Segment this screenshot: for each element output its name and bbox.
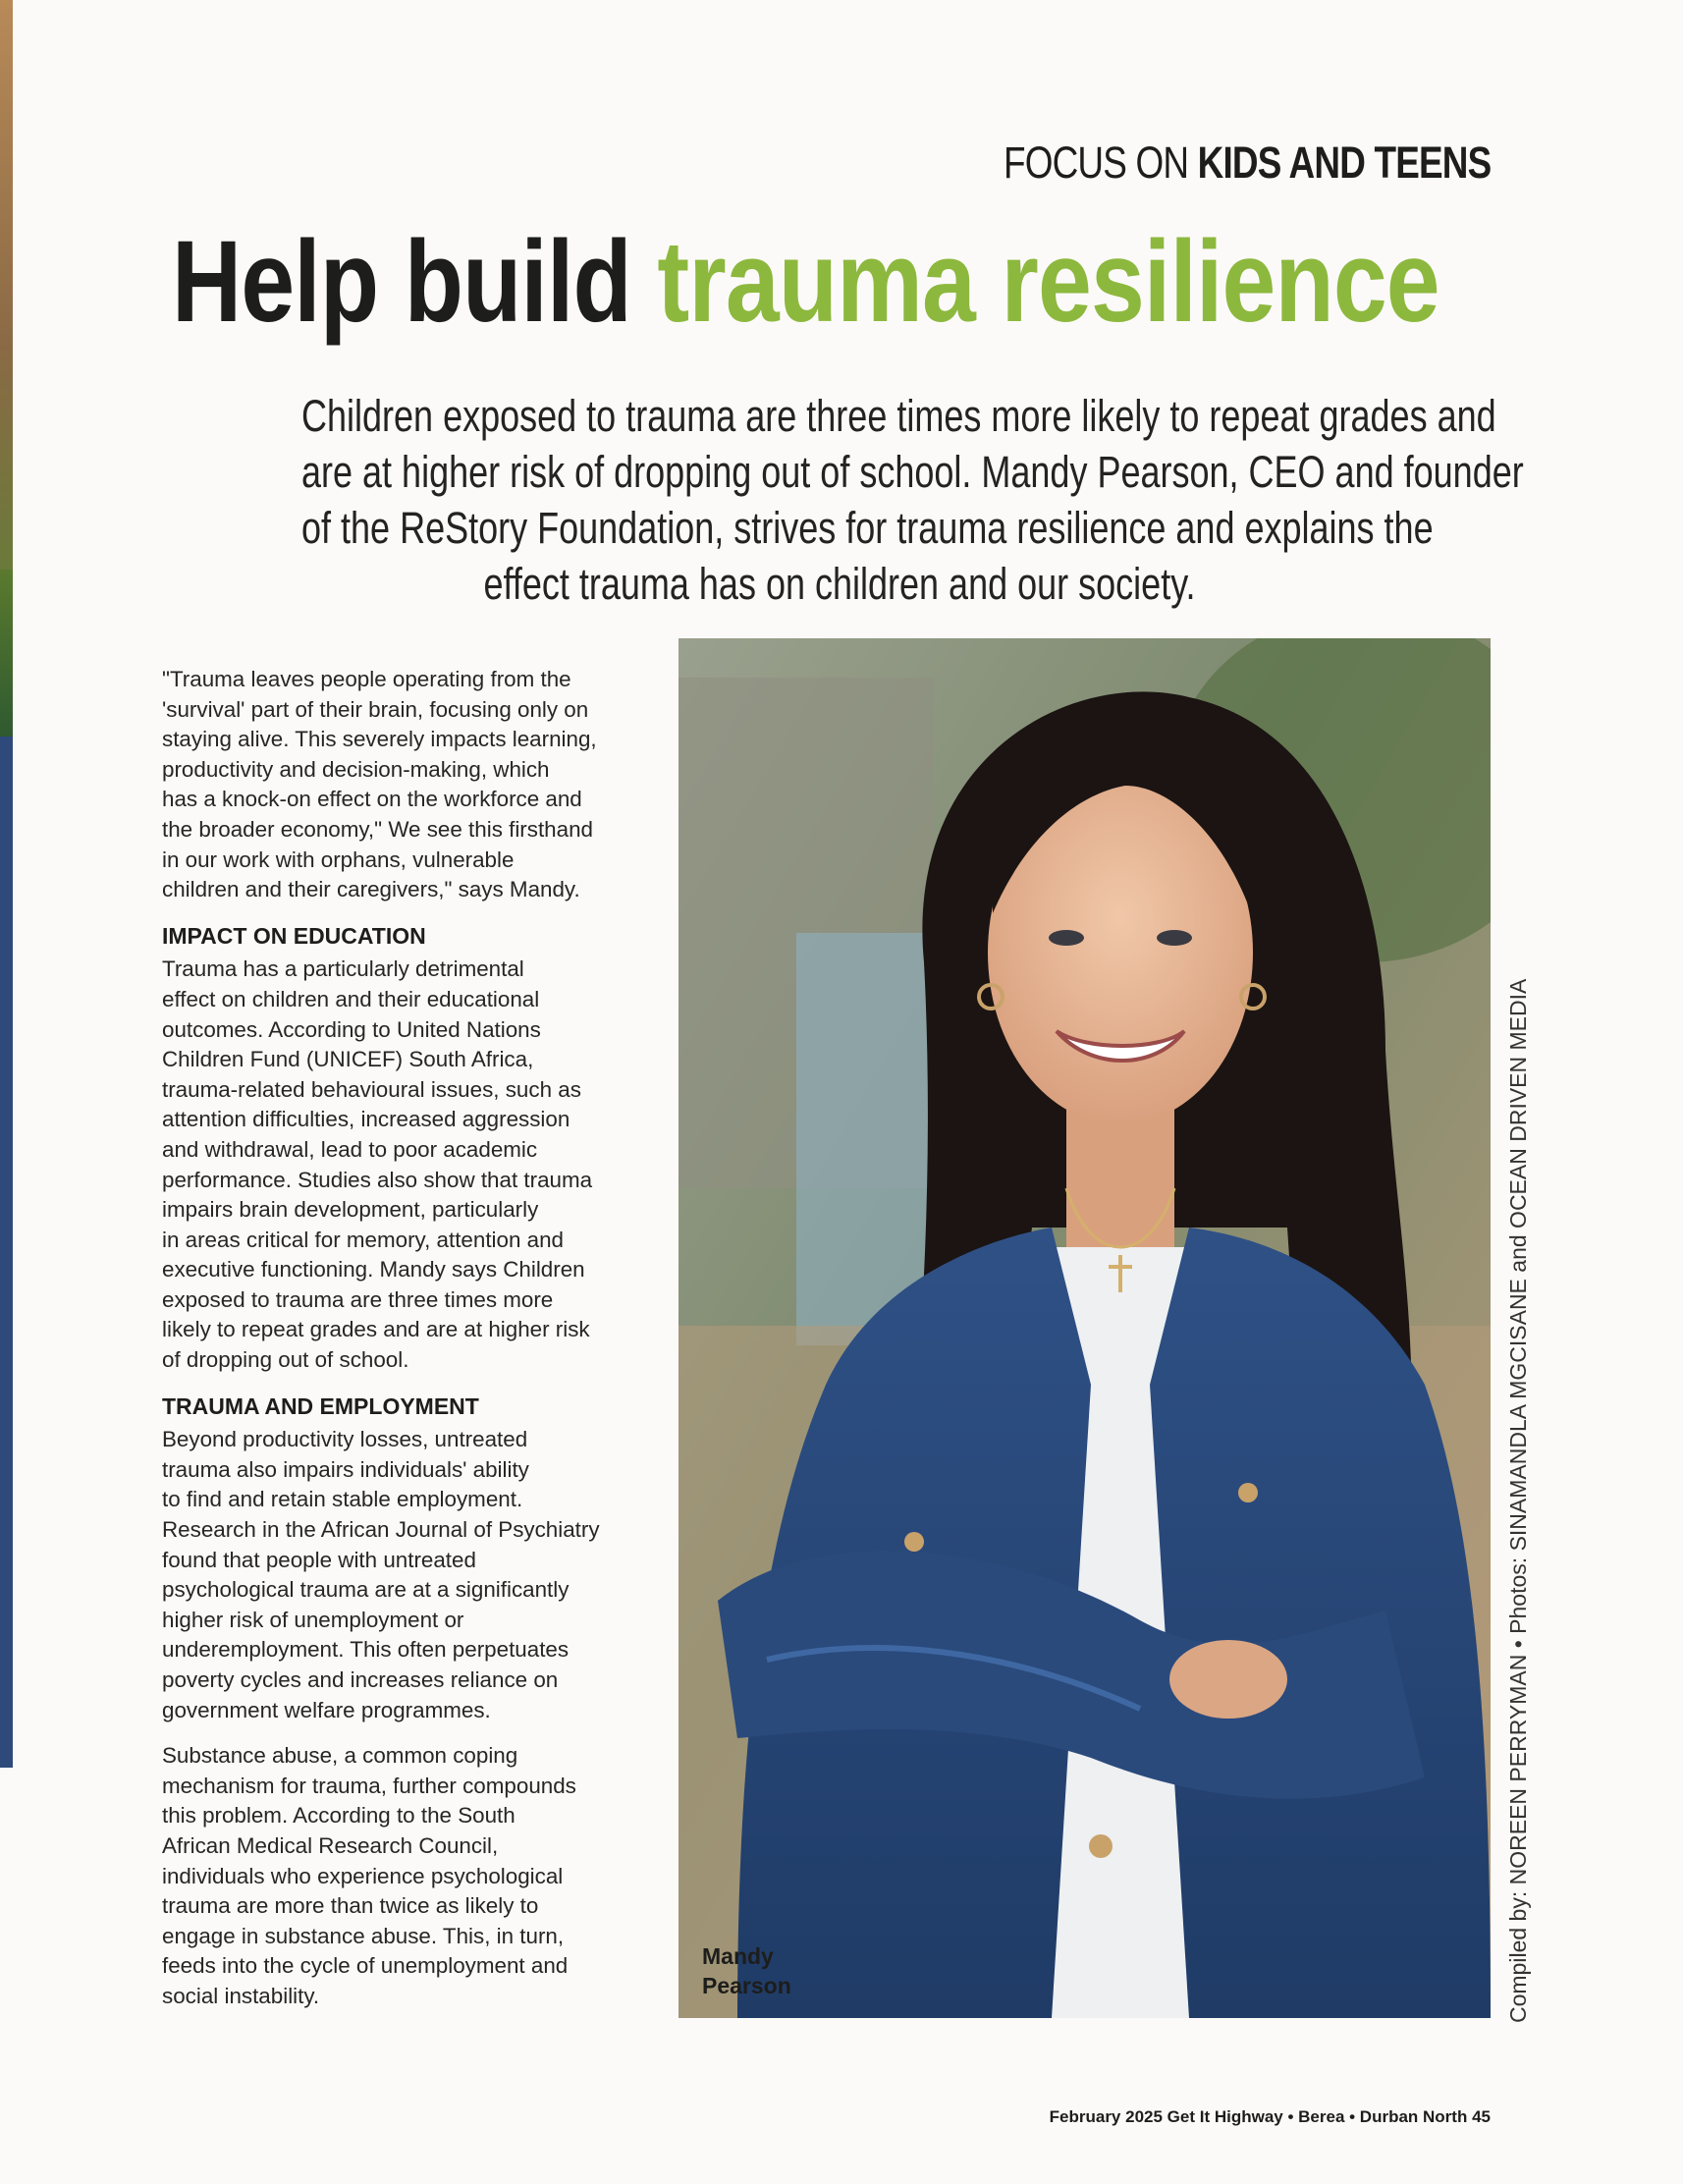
employment-paragraph-2 xyxy=(162,1741,643,2011)
photo-caption xyxy=(702,1941,791,2000)
text-line: Beyond productivity losses, untreated xyxy=(162,1427,528,1452)
section-kicker xyxy=(1004,137,1491,189)
text-line: African Medical Research Council, xyxy=(162,1832,499,1858)
section-heading-employment: TRAUMA AND EMPLOYMENT xyxy=(162,1392,479,1419)
footer-publication: Get It Highway • Berea • Durban North xyxy=(1167,2107,1468,2126)
standfirst-line: are at higher risk of dropping out of school. Mandy Pearson, CEO and founder xyxy=(301,447,1524,497)
footer-date: February 2025 xyxy=(1049,2107,1163,2126)
text-line: "Trauma leaves people operating from the xyxy=(162,667,571,691)
text-line: performance. Studies also show that trauma xyxy=(162,1167,593,1192)
text-line: 'survival' part of their brain, focusing only on xyxy=(162,696,589,722)
standfirst-line: of the ReStory Foundation, strives for trauma resilience and explains the xyxy=(301,503,1434,553)
caption-line: Mandy xyxy=(702,1943,774,1969)
article-body xyxy=(162,665,643,2028)
text-line: psychological trauma are at a significantly xyxy=(162,1577,570,1603)
text-line: to find and retain stable employment. xyxy=(162,1487,523,1512)
text-line: trauma-related behavioural issues, such as xyxy=(162,1076,581,1102)
text-line: has a knock-on effect on the workforce and xyxy=(162,787,582,812)
text-line: children and their caregivers," says Mandy. xyxy=(162,877,580,902)
intro-paragraph xyxy=(162,665,643,905)
previous-page-edge xyxy=(0,0,13,1768)
kicker-prefix: FOCUS ON xyxy=(1003,137,1188,188)
text-line: mechanism for trauma, further compounds xyxy=(162,1773,576,1798)
text-line: poverty cycles and increases reliance on xyxy=(162,1667,559,1692)
title-dark: Help build xyxy=(172,217,631,347)
title-green: trauma resilience xyxy=(657,217,1439,347)
text-line: trauma also impairs individuals' ability xyxy=(162,1456,529,1482)
standfirst-line: effect trauma has on children and our society. xyxy=(483,559,1196,609)
text-line: higher risk of unemployment or xyxy=(162,1607,464,1632)
text-line: social instability. xyxy=(162,1983,320,2008)
text-line: in areas critical for memory, attention and xyxy=(162,1227,565,1252)
text-line: found that people with untreated xyxy=(162,1547,476,1572)
text-line: individuals who experience psychological xyxy=(162,1863,564,1888)
text-line: likely to repeat grades and are at higher risk xyxy=(162,1317,590,1342)
text-line: trauma are more than twice as likely to xyxy=(162,1893,539,1919)
portrait-illustration xyxy=(679,638,1491,2018)
text-line: Trauma has a particularly detrimental xyxy=(162,956,524,982)
text-line: staying alive. This severely impacts learning, xyxy=(162,727,597,752)
page-footer xyxy=(1050,2107,1491,2127)
employment-paragraph-1 xyxy=(162,1425,643,1725)
text-line: underemployment. This often perpetuates xyxy=(162,1637,570,1663)
page-title xyxy=(172,217,1439,347)
text-line: effect on children and their educational xyxy=(162,986,540,1011)
text-line: impairs brain development, particularly xyxy=(162,1197,539,1223)
text-line: executive functioning. Mandy says Children xyxy=(162,1257,585,1283)
text-line: government welfare programmes. xyxy=(162,1697,491,1722)
text-line: Children Fund (UNICEF) South Africa, xyxy=(162,1047,534,1072)
photo-credit: Compiled by: NOREEN PERRYMAN • Photos: SINAMANDLA MGCISANE and OCEAN DRIVEN MEDIA xyxy=(1505,978,1531,2023)
text-line: in our work with orphans, vulnerable xyxy=(162,846,515,872)
text-line: feeds into the cycle of unemployment and xyxy=(162,1953,569,1979)
text-line: outcomes. According to United Nations xyxy=(162,1016,541,1042)
page-number: 45 xyxy=(1472,2107,1491,2126)
portrait-photo xyxy=(679,638,1491,2018)
caption-line: Pearson xyxy=(702,1973,791,1998)
text-line: attention difficulties, increased aggression xyxy=(162,1107,570,1132)
standfirst-line: Children exposed to trauma are three times more likely to repeat grades and xyxy=(301,391,1496,441)
text-line: this problem. According to the South xyxy=(162,1803,516,1829)
text-line: and withdrawal, lead to poor academic xyxy=(162,1136,538,1162)
standfirst xyxy=(167,388,1524,612)
education-paragraph xyxy=(162,955,643,1375)
text-line: the broader economy," We see this firsthand xyxy=(162,816,593,842)
text-line: productivity and decision-making, which xyxy=(162,756,550,782)
text-line: engage in substance abuse. This, in turn, xyxy=(162,1923,565,1948)
kicker-emphasis: KIDS AND TEENS xyxy=(1197,137,1491,188)
text-line: Substance abuse, a common coping xyxy=(162,1743,518,1769)
text-line: Research in the African Journal of Psychiatry xyxy=(162,1517,600,1543)
text-line: exposed to trauma are three times more xyxy=(162,1286,554,1312)
section-heading-education: IMPACT ON EDUCATION xyxy=(162,922,426,949)
text-line: of dropping out of school. xyxy=(162,1347,409,1373)
